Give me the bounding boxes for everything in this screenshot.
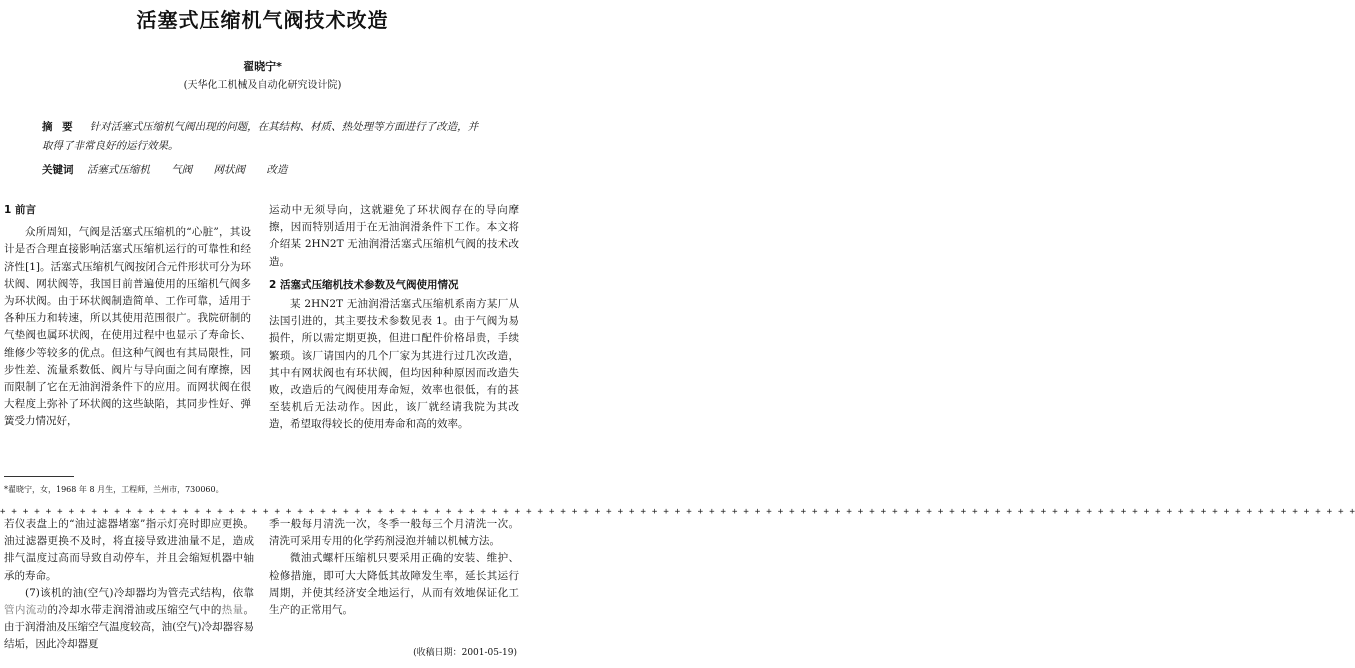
continued-paragraph: 运动中无须导向，这就避免了环状阀存在的导向摩擦，因而特别适用于在无油润滑条件下工作。本文将介绍某 2HN2T 无油润滑活塞式压缩机气阀的技术改造。 (269, 204, 519, 268)
footnote-rule (4, 476, 74, 477)
bottom-left-paragraph-1: 若仪表盘上的“油过滤器堵塞”指示灯亮时即应更换。油过滤器更换不及时，将直接导致进油量不足，造成排气温度过高而导致自动停车，并且会缩短机器中轴承的寿命。 (4, 518, 254, 582)
bottom-left-paragraph-2 (4, 585, 254, 654)
section-2-heading: 2 活塞式压缩机技术参数及气阀使用情况 (269, 278, 459, 291)
footnote: *翟晓宁，女，1968 年 8 月生，工程师，兰州市，730060。 (4, 485, 224, 494)
author-name: 翟晓宁* (243, 60, 282, 73)
keyword: 改造 (266, 164, 288, 176)
text-run-faded: 管内流动 (4, 604, 48, 617)
keywords-label: 关键词 (42, 164, 74, 176)
section-1-paragraph: 众所周知，气阀是活塞式压缩机的“心脏”，其设计是否合理直接影响活塞式压缩机运行的可靠性和经济性[1]。活塞式压缩机气阀按闭合元件形状可分为环状阀、网状阀等，我国目前普遍使用的压缩机气阀多为环状阀。由于环状阀制造简单、工作可靠，适用于各种压力和转速，所以其使用范围很广。我院研制的气垫阀也属环状阀，在使用过程中也显示了寿命长、维修少等较多的优点。但这种气阀也有其局限性，同步性差、流量系数低、阀片与导向面之间有摩擦，因而限制了它在无油润滑条件下的应用。而网状阀在很大程度上弥补了环状阀的这些缺陷，其同步性好、弹簧受力情况好， (4, 226, 251, 428)
bottom-right-column (269, 516, 519, 619)
section-1-heading: 1 前言 (4, 204, 36, 216)
bottom-left-column (4, 516, 254, 654)
keyword: 气阀 (171, 164, 193, 176)
text-run: (7)该机的油(空气)冷却器均为管壳式结构，依靠 (25, 586, 254, 599)
keyword: 网状阀 (213, 164, 246, 176)
keyword: 活塞式压缩机 (86, 164, 150, 176)
received-date: (收稿日期：2001-05-19) (413, 648, 517, 658)
paper-title: 活塞式压缩机气阀技术改造 (136, 8, 389, 32)
author-affiliation: (天华化工机械及自动化研究设计院) (183, 80, 342, 91)
article-divider: + + + + + + + + + + + + + + + + + + + + + + + + + + + + + + + + + + + + + + + + + + + + + + + + + + + + + + + + + + + + + + + + + + + + + + + + + + + + + + + + + + + + + + + + + + + + + + + + + + + + + + + + + + + + + + + + + + + + + + + (0, 507, 1355, 517)
bottom-right-paragraph-2: 微油式螺杆压缩机只要采用正确的安装、维护、检修措施，即可大大降低其故障发生率，延长其运行周期，并使其经济安全地运行，从而有效地保证化工生产的正常用气。 (269, 552, 519, 617)
abstract-label: 摘 要 (42, 121, 76, 133)
text-run: 。由于润滑油及压缩空气温度较高，油(空气)冷却器容易结垢，因此冷却器夏 (4, 604, 255, 651)
abstract (42, 118, 486, 156)
section-2-paragraph: 某 2HN2T 无油润滑活塞式压缩机系南方某厂从法国引进的，其主要技术参数见表 1。由于气阀为易损件，所以需定期更换，但进口配件价格昂贵，手续繁琐。该厂请国内的几个厂家为其进行过几次改造，其中有网状阀也有环状阀，但均因种种原因而改造失败，改造后的气阀使用寿命短，效率也很低，有的甚至装机后无法动作。因此，该厂就经请我院为其改造，希望取得较长的使用寿命和高的效率。 (269, 298, 519, 431)
bottom-right-paragraph-1: 季一般每月清洗一次，冬季一般每三个月清洗一次。清洗可采用专用的化学药剂浸泡并辅以机械方法。 (269, 518, 519, 548)
text-run: 的冷却水带走润滑油或压缩空气中的 (47, 604, 222, 617)
abstract-text: 针对活塞式压缩机气阀出现的问题，在其结构、材质、热处理等方面进行了改造，并取得了非常良好的运行效果。 (42, 121, 479, 152)
keywords (42, 162, 486, 178)
left-column (4, 202, 251, 431)
text-run-faded: 热量 (221, 604, 244, 617)
right-column (269, 202, 519, 434)
